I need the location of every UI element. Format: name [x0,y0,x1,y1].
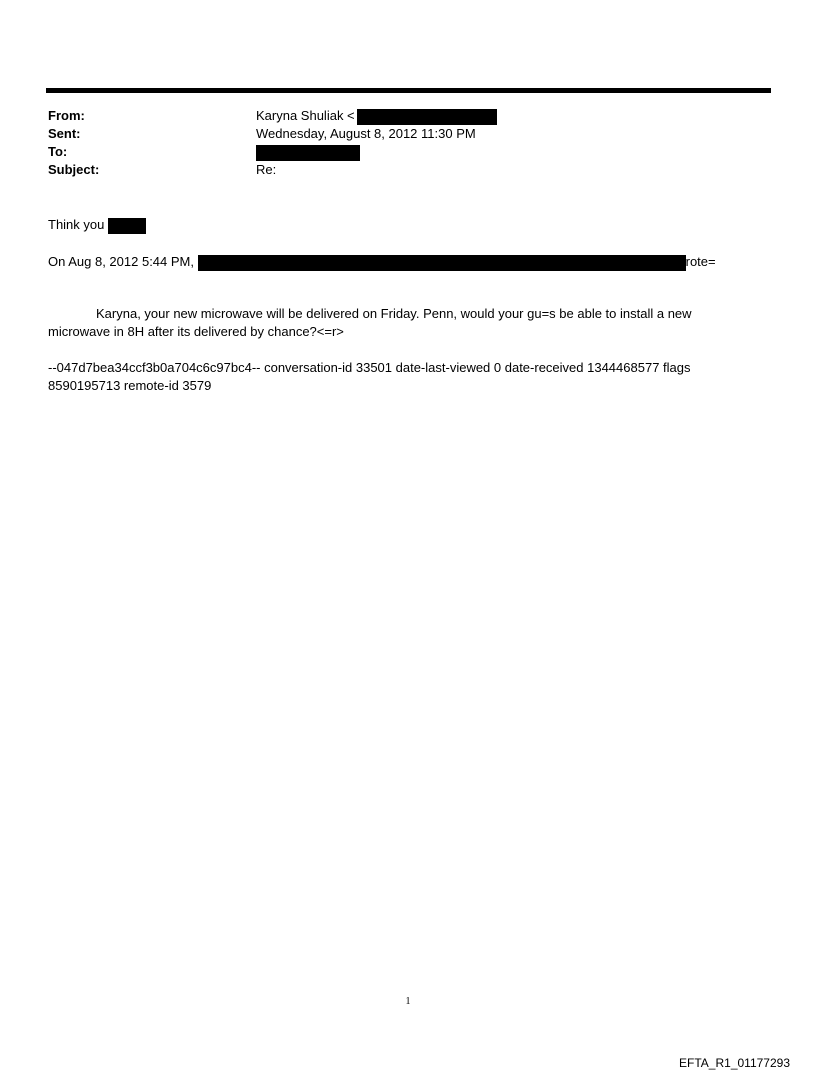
subject-label: Subject: [48,162,100,177]
reply-line [48,216,146,234]
metadata-paragraph [48,359,748,395]
sent-value: Wednesday, August 8, 2012 11:30 PM [256,126,476,141]
redaction-bar [357,109,497,125]
page-number: 1 [405,996,411,1007]
sent-label: Sent: [48,126,81,141]
reply-text: Think you [48,217,105,232]
from-value [256,107,497,125]
from-row [48,107,748,125]
subject-value: Re: [256,162,277,177]
redaction-bar [108,218,146,234]
header-rule [46,88,771,93]
email-header [48,107,748,179]
sent-row [48,125,748,143]
redaction-bar [256,145,360,161]
subject-row [48,161,748,179]
bates-number: EFTA_R1_01177293 [679,1056,790,1070]
quoted-paragraph [48,305,748,341]
to-row [48,143,748,161]
to-value [256,143,360,161]
quoted-paragraph-text: Karyna, your new microwave will be delivered on Friday. Penn, would your gu=s be able to install a new microwave in 8H after its delivered by chance?<=r> [48,306,692,339]
quote-attribution-prefix: On Aug 8, 2012 5:44 PM, [48,254,194,269]
from-label: From: [48,108,85,123]
quote-attribution-suffix: rote= [685,254,716,269]
to-label: To: [48,144,68,159]
quote-attribution-line [48,253,716,271]
redaction-bar [198,255,686,271]
from-name: Karyna Shuliak < [256,108,355,123]
metadata-text: --047d7bea34ccf3b0a704c6c97bc4-- conversation-id 33501 date-last-viewed 0 date-received 1344468577 flags 8590195713 remote-id 3579 [48,360,691,393]
